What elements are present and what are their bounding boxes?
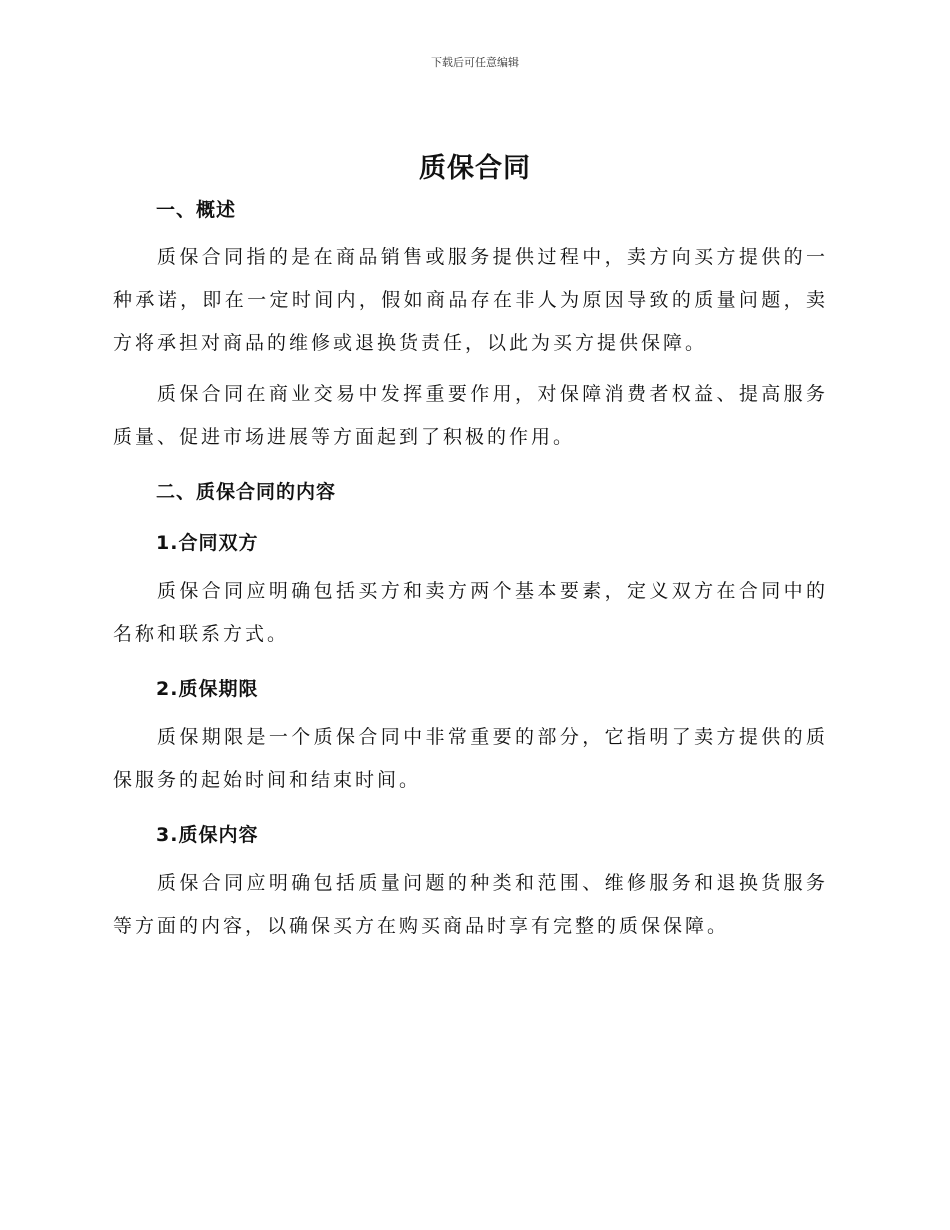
header-note: 下载后可任意编辑: [431, 56, 519, 69]
paragraph-overview-1: 质保合同指的是在商品销售或服务提供过程中，卖方向买方提供的一种承诺，即在一定时间内，假如商品存在非人为原因导致的质量问题，卖方将承担对商品的维修或退换货责任，以此为买方提供保障。: [113, 246, 828, 354]
paragraph-parties: 质保合同应明确包括买方和卖方两个基本要素，定义双方在合同中的名称和联系方式。: [113, 580, 828, 645]
subsection-heading-scope: 3.质保内容: [156, 824, 259, 846]
document-title: 质保合同: [419, 153, 531, 184]
paragraph-period: 质保期限是一个质保合同中非常重要的部分，它指明了卖方提供的质保服务的起始时间和结束时间。: [113, 726, 828, 791]
paragraph-overview-2: 质保合同在商业交易中发挥重要作用，对保障消费者权益、提高服务质量、促进市场进展等方面起到了积极的作用。: [113, 383, 828, 448]
subsection-heading-period: 2.质保期限: [156, 678, 259, 700]
section-heading-overview: 一、概述: [156, 199, 237, 221]
subsection-heading-parties: 1.合同双方: [156, 532, 259, 554]
paragraph-scope: 质保合同应明确包括质量问题的种类和范围、维修服务和退换货服务等方面的内容，以确保买方在购买商品时享有完整的质保保障。: [113, 872, 828, 937]
section-heading-content: 二、质保合同的内容: [156, 481, 337, 503]
